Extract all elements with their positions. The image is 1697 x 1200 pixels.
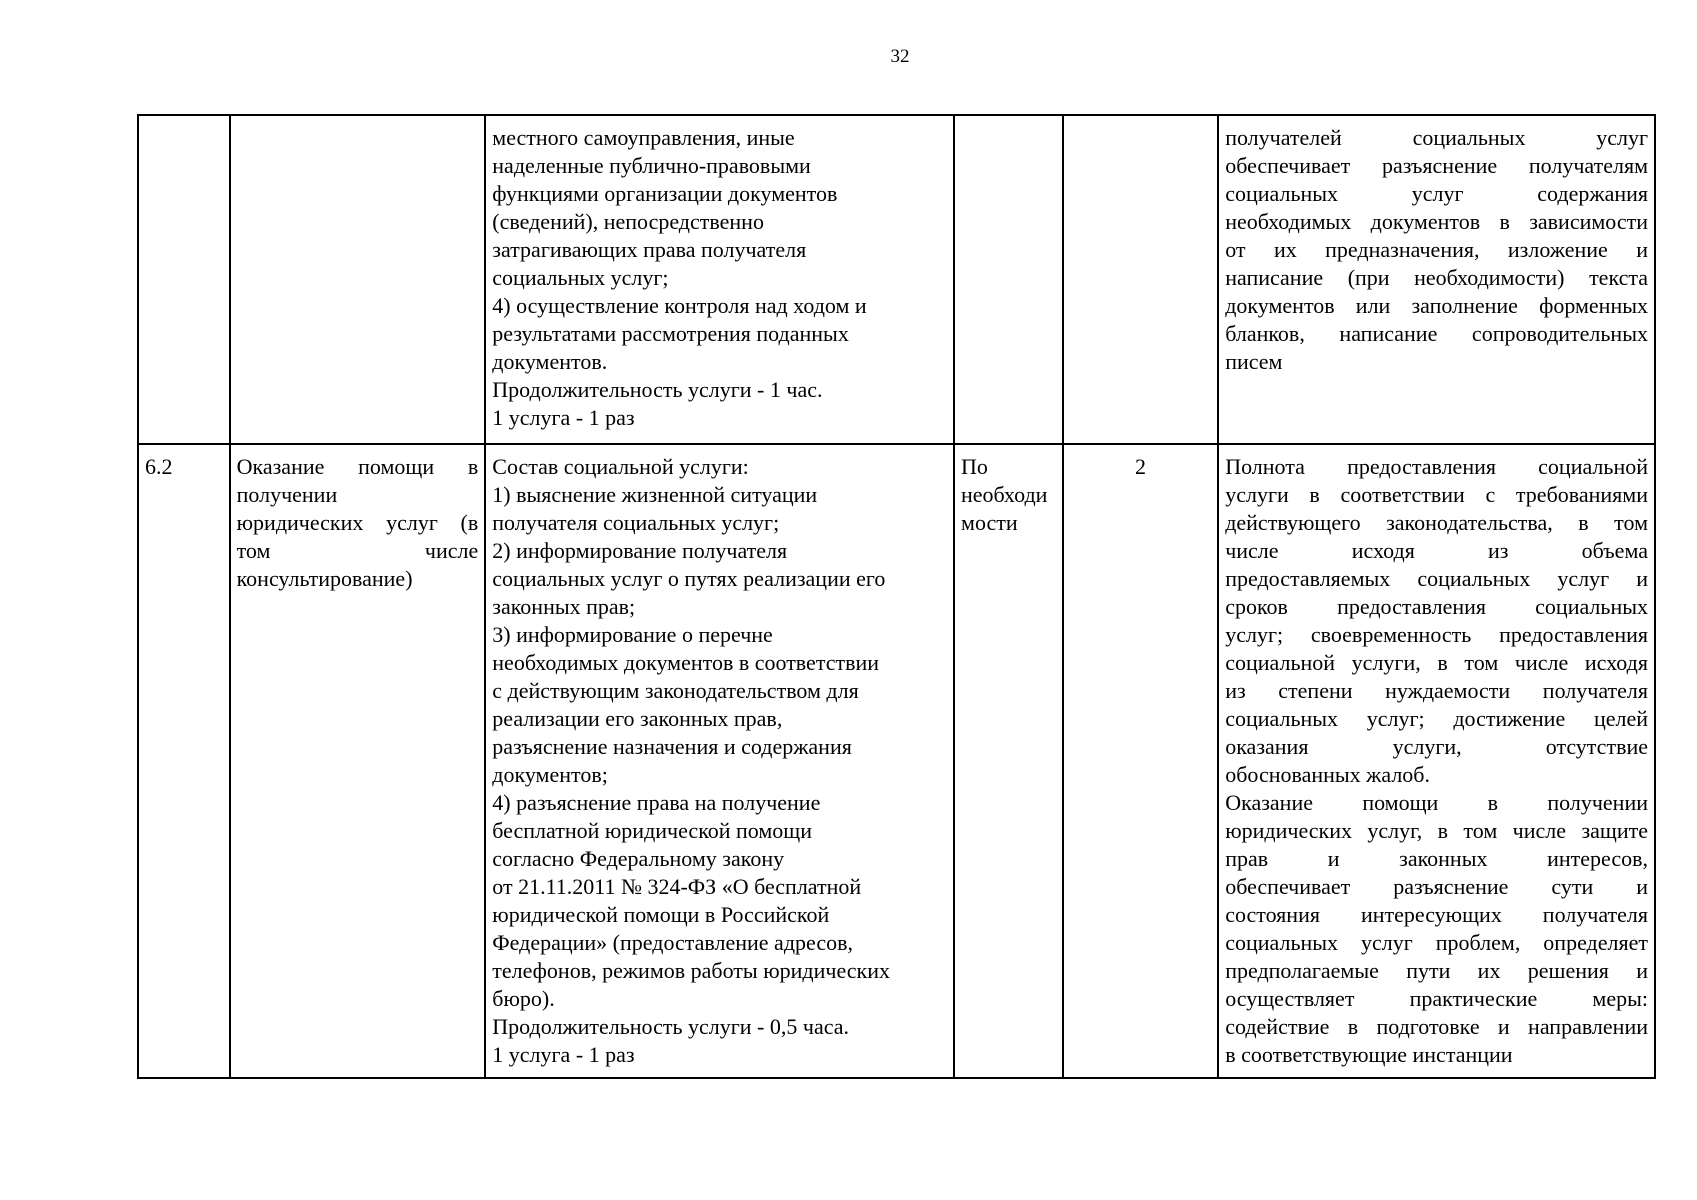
text-line: бланков, написание сопроводительных xyxy=(1225,321,1648,346)
text-line: мости xyxy=(961,510,1018,535)
text-line: сроков предоставления социальных xyxy=(1225,594,1648,619)
text-line: получении xyxy=(236,482,338,507)
cell-service-content xyxy=(485,444,954,1078)
text-line: согласно Федеральному закону xyxy=(492,846,785,871)
text-line: писем xyxy=(1225,349,1283,374)
text-line: документов или заполнение форменных xyxy=(1225,293,1648,318)
cell-count: 2 xyxy=(1063,444,1219,1078)
text-line: обоснованных жалоб. xyxy=(1225,762,1431,787)
cell-count-empty xyxy=(1063,115,1219,444)
text-line: социальной услуги, в том числе исходя xyxy=(1225,650,1648,675)
text-line: социальных услуг; xyxy=(492,265,669,290)
text-line: социальных услуг; достижение целей xyxy=(1225,706,1648,731)
text-line: 4) осуществление контроля над ходом и xyxy=(492,293,867,318)
text-line: телефонов, режимов работы юридических xyxy=(492,958,890,983)
text-line: 1 услуга - 1 раз xyxy=(492,1042,635,1067)
cell-number-empty xyxy=(138,115,230,444)
text-line: получателя социальных услуг; xyxy=(492,510,780,535)
text-line: социальных услуг проблем, определяет xyxy=(1225,930,1648,955)
text-line: наделенные публично-правовыми xyxy=(492,153,811,178)
text-line: от 21.11.2011 № 324-ФЗ «О бесплатной xyxy=(492,874,862,899)
text-line: услуг; своевременность предоставления xyxy=(1225,622,1648,647)
text-line: результатами рассмотрения поданных xyxy=(492,321,849,346)
cell-period-empty xyxy=(954,115,1063,444)
cell-service-content xyxy=(485,115,954,444)
text-line: обеспечивает разъяснение сути и xyxy=(1225,874,1648,899)
text-line: получателей социальных услуг xyxy=(1225,125,1648,150)
text-line: местного самоуправления, иные xyxy=(492,125,795,150)
cell-quality-criteria xyxy=(1218,115,1655,444)
text-line: юридических услуг, в том числе защите xyxy=(1225,818,1648,843)
cell-service-name xyxy=(230,444,486,1078)
text-line: 2) информирование получателя xyxy=(492,538,788,563)
text-line: 1 услуга - 1 раз xyxy=(492,405,635,430)
text-line: бюро). xyxy=(492,986,555,1011)
text-line: консультирование) xyxy=(236,566,413,591)
text-line: Продолжительность услуги - 0,5 часа. xyxy=(492,1014,850,1039)
text-line: бесплатной юридической помощи xyxy=(492,818,813,843)
text-line: реализации его законных прав, xyxy=(492,706,783,731)
text-line: Оказание помощи в получении xyxy=(1225,790,1648,815)
text-line: обеспечивает разъяснение получателям xyxy=(1225,153,1648,178)
text-line: написание (при необходимости) текста xyxy=(1225,265,1648,290)
text-line: Полнота предоставления социальной xyxy=(1225,454,1648,479)
text-line: необходи xyxy=(961,482,1048,507)
text-line: осуществляет практические меры: xyxy=(1225,986,1648,1011)
text-line: социальных услуг о путях реализации его xyxy=(492,566,886,591)
text-line: действующего законодательства, в том xyxy=(1225,510,1648,535)
text-line: 3) информирование о перечне xyxy=(492,622,773,647)
text-line: от их предназначения, изложение и xyxy=(1225,237,1648,262)
text-line: законных прав; xyxy=(492,594,636,619)
text-line: Оказание помощи в xyxy=(236,454,479,479)
text-line: том числе xyxy=(236,538,479,563)
page-number: 32 xyxy=(890,46,910,67)
text-line: Продолжительность услуги - 1 час. xyxy=(492,377,823,402)
text-line: необходимых документов в зависимости xyxy=(1225,209,1648,234)
text-line: необходимых документов в соответствии xyxy=(492,650,880,675)
text-line: состояния интересующих получателя xyxy=(1225,902,1648,927)
text-line: из степени нуждаемости получателя xyxy=(1225,678,1648,703)
text-line: 4) разъяснение права на получение xyxy=(492,790,821,815)
cell-number: 6.2 xyxy=(138,444,230,1078)
text-line: документов; xyxy=(492,762,608,787)
text-line: документов. xyxy=(492,349,608,374)
text-line: (сведений), непосредственно xyxy=(492,209,764,234)
text-line: числе исходя из объема xyxy=(1225,538,1648,563)
text-line: в соответствующие инстанции xyxy=(1225,1042,1513,1067)
text-line: с действующим законодательством для xyxy=(492,678,859,703)
cell-quality-criteria xyxy=(1218,444,1655,1078)
text-line: содействие в подготовке и направлении xyxy=(1225,1014,1648,1039)
text-line: юридической помощи в Российской xyxy=(492,902,830,927)
text-line: разъяснение назначения и содержания xyxy=(492,734,852,759)
text-line: прав и законных интересов, xyxy=(1225,846,1648,871)
text-line: оказания услуги, отсутствие xyxy=(1225,734,1648,759)
text-line: Состав социальной услуги: xyxy=(492,454,749,479)
text-line: 1) выяснение жизненной ситуации xyxy=(492,482,818,507)
services-table xyxy=(137,114,1656,1079)
text-line: функциями организации документов xyxy=(492,181,838,206)
text-line: затрагивающих права получателя xyxy=(492,237,807,262)
text-line: предполагаемые пути их решения и xyxy=(1225,958,1648,983)
text-line: услуги в соответствии с требованиями xyxy=(1225,482,1648,507)
text-line: Федерации» (предоставление адресов, xyxy=(492,930,853,955)
table-row-continuation xyxy=(138,115,1655,444)
text-line: юридических услуг (в xyxy=(236,510,479,535)
text-line: предоставляемых социальных услуг и xyxy=(1225,566,1648,591)
text-line: По xyxy=(961,454,988,479)
cell-period xyxy=(954,444,1063,1078)
text-line: социальных услуг содержания xyxy=(1225,181,1648,206)
cell-name-empty xyxy=(230,115,486,444)
table-row-6-2 xyxy=(138,444,1655,1078)
